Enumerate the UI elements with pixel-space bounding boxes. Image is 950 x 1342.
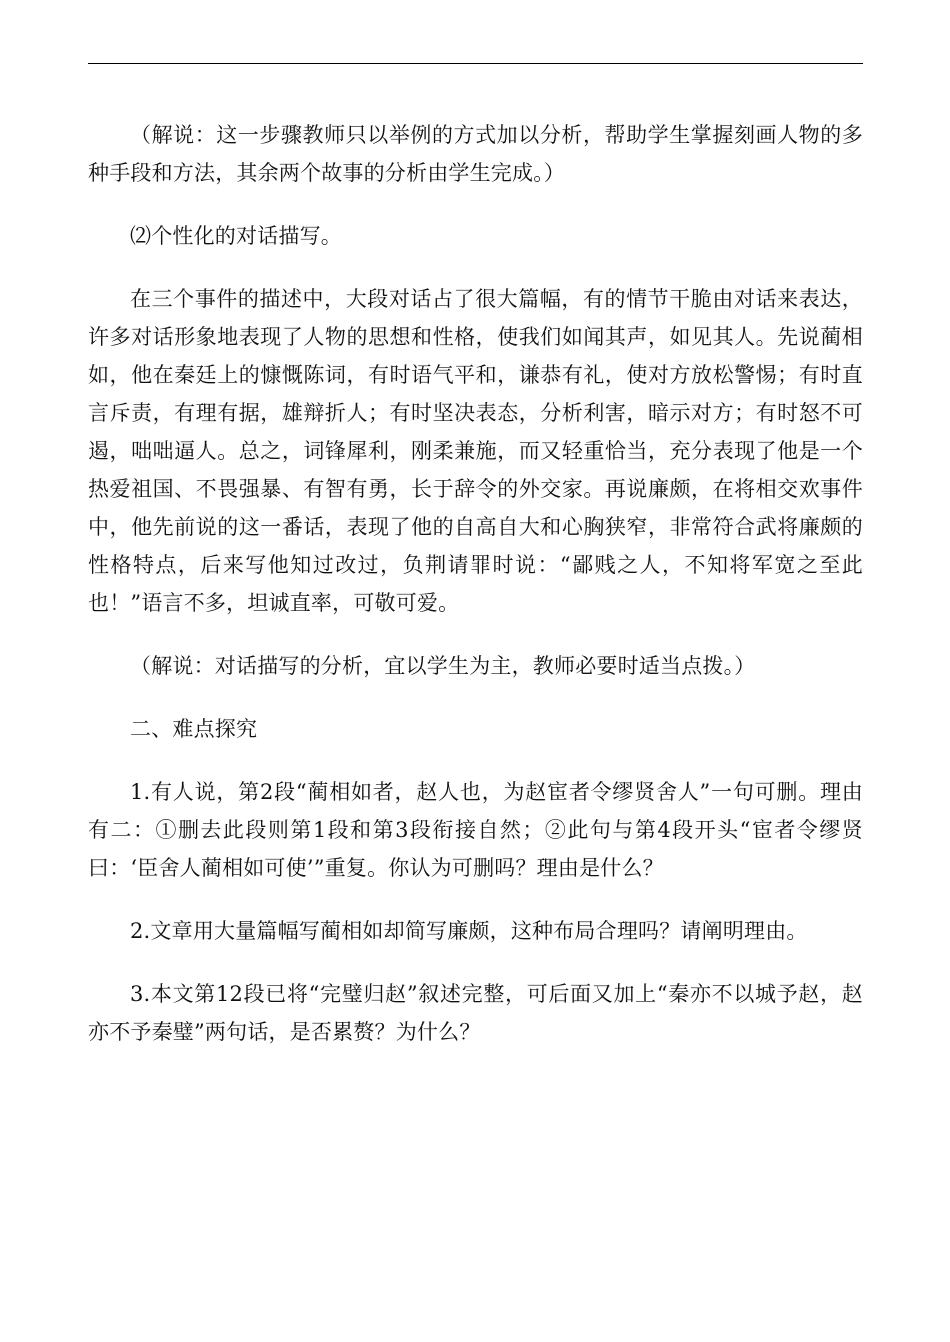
question-2: 2.文章用大量篇幅写蔺相如却简写廉颇，这种布局合理吗？请阐明理由。 [130, 919, 808, 943]
document-body [88, 116, 863, 1051]
commentary-paragraph-2: （解说：对话描写的分析，宜以学生为主，教师必要时适当点拨。） [130, 654, 756, 678]
question-1: 1.有人说，第2段“蔺相如者，赵人也，为赵宦者令缪贤舍人”一句可删。理由有二：①删去此段则第1段和第3段衔接自然；②此句与第4段开头“宦者令缪贤曰：‘臣舍人蔺相如可使’”重复。你认为可删吗？理由是什么？ [88, 780, 863, 880]
section-heading-difficulties: 二、难点探究 [130, 717, 258, 741]
section-heading-dialogue: ⑵个性化的对话描写。 [130, 224, 342, 248]
commentary-paragraph-1: （解说：这一步骤教师只以举例的方式加以分析，帮助学生掌握刻画人物的多种手段和方法，其余两个故事的分析由学生完成。） [88, 123, 863, 185]
header-rule [88, 63, 863, 64]
dialogue-analysis-paragraph: 在三个事件的描述中，大段对话占了很大篇幅，有的情节干脆由对话来表达，许多对话形象地表现了人物的思想和性格，使我们如闻其声，如见其人。先说蔺相如，他在秦廷上的慷慨陈词，有时语气平和，谦恭有礼，使对方放松警惕；有时直言斥责，有理有据，雄辩折人；有时坚决表态，分析利害，暗示对方；有时怒不可遏，咄咄逼人。总之，词锋犀利，刚柔兼施，而又轻重恰当，充分表现了他是一个热爱祖国、不畏强暴、有智有勇，长于辞令的外交家。再说廉颇，在将相交欢事件中，他先前说的这一番话，表现了他的自高自大和心胸狭窄，非常符合武将廉颇的性格特点，后来写他知过改过，负荆请罪时说：“鄙贱之人，不知将军宽之至此也！”语言不多，坦诚直率，可敬可爱。 [88, 287, 863, 615]
question-3: 3.本文第12段已将“完璧归赵”叙述完整，可后面又加上“秦亦不以城予赵，赵亦不予秦璧”两句话，是否累赘？为什么？ [88, 982, 863, 1044]
